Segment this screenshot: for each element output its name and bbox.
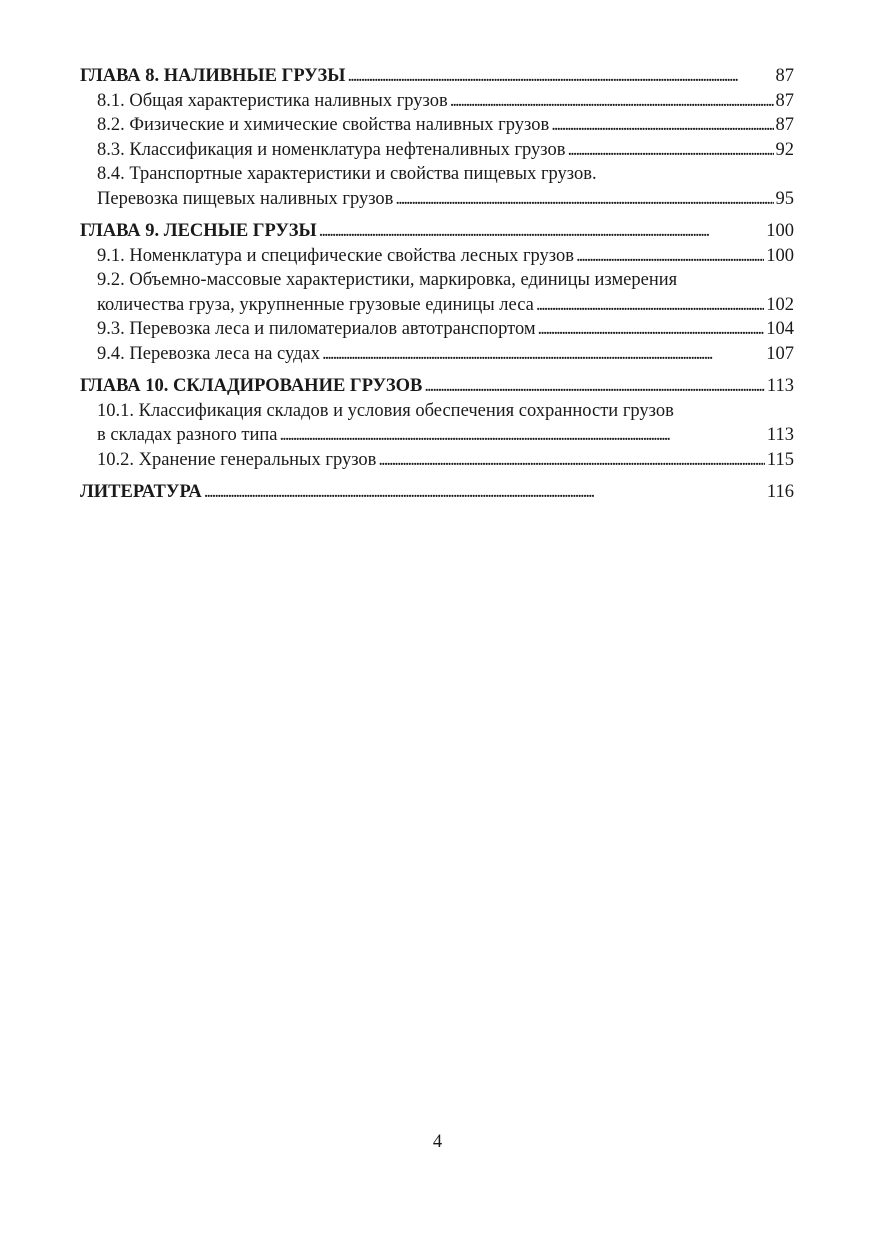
dot-leader [576,244,764,269]
toc-entry-title: 9.4. Перевозка леса на судах [97,343,320,364]
dot-leader [551,113,773,138]
toc-section-entry[interactable] [80,89,794,114]
toc-entry-title: 10.1. Классификация складов и условия обеспечения сохранности грузов [97,400,674,421]
toc-entry-title: 9.1. Номенклатура и специфические свойства лесных грузов [97,245,574,266]
dot-leader [536,293,764,318]
toc-section-entry[interactable] [80,448,794,473]
toc-entry-title: 9.3. Перевозка леса и пиломатериалов автотранспортом [97,319,536,339]
dot-leader [424,374,765,399]
toc-section-continuation[interactable] [80,293,794,318]
dot-leader [395,187,773,212]
toc-chapter-entry[interactable] [80,219,794,244]
toc-entry-page: 100 [766,221,794,241]
toc-entry-page: 113 [766,376,794,396]
toc-section-entry[interactable] [80,138,794,163]
toc-entry-title: Перевозка пищевых наливных грузов [97,188,394,209]
toc-chapter-entry[interactable] [80,374,794,399]
toc-section-entry[interactable] [80,113,794,138]
dot-leader [204,480,765,505]
dot-leader [538,317,765,342]
toc-section-continuation[interactable] [80,423,794,448]
dot-leader [378,448,765,473]
toc-entry-title: количества груза, укрупненные грузовые единицы леса [97,294,534,315]
dot-leader [322,342,764,367]
toc-chapter-entry[interactable] [80,480,794,505]
toc-entry-title: 8.1. Общая характеристика наливных грузов [97,90,448,111]
toc-chapter-entry[interactable] [80,64,794,89]
page-number: 4 [432,1132,443,1152]
toc-entry-page: 95 [775,188,794,209]
toc-section-entry[interactable] [80,244,794,269]
toc-entry-title: 8.3. Классификация и номенклатура нефтеналивных грузов [97,139,566,160]
toc-entry-page: 116 [766,482,794,502]
toc-entry-page: 115 [766,449,794,470]
dot-leader [347,64,773,89]
table-of-contents [80,64,794,505]
toc-entry-page: 87 [775,66,794,86]
toc-entry-page: 100 [766,245,794,266]
dot-leader [280,423,765,448]
toc-entry-title: 10.2. Хранение генеральных грузов [97,449,377,470]
toc-section-entry[interactable] [80,268,794,293]
toc-entry-title: ГЛАВА 10. СКЛАДИРОВАНИЕ ГРУЗОВ [80,376,423,396]
toc-entry-title: 8.2. Физические и химические свойства наливных грузов [97,115,550,135]
toc-section-entry[interactable] [80,317,794,342]
dot-leader [450,89,774,114]
toc-entry-title: 9.2. Объемно-массовые характеристики, маркировка, единицы измерения [97,270,678,290]
toc-entry-title: ГЛАВА 8. НАЛИВНЫЕ ГРУЗЫ [80,66,346,86]
toc-entry-page: 107 [766,343,794,364]
toc-entry-page: 87 [775,115,794,135]
toc-entry-page: 104 [766,319,794,339]
toc-entry-title: в складах разного типа [97,425,278,445]
toc-entry-title: ЛИТЕРАТУРА [80,482,202,502]
toc-section-entry[interactable] [80,162,794,187]
toc-entry-page: 87 [775,90,794,111]
toc-entry-page: 113 [766,425,794,445]
dot-leader [568,138,774,163]
toc-entry-page: 92 [775,139,794,160]
toc-entry-page: 102 [766,294,794,315]
toc-entry-title: ГЛАВА 9. ЛЕСНЫЕ ГРУЗЫ [80,221,317,241]
toc-section-entry[interactable] [80,399,794,424]
toc-section-continuation[interactable] [80,187,794,212]
toc-entry-title: 8.4. Транспортные характеристики и свойства пищевых грузов. [97,164,597,184]
dot-leader [319,219,765,244]
toc-section-entry[interactable] [80,342,794,367]
